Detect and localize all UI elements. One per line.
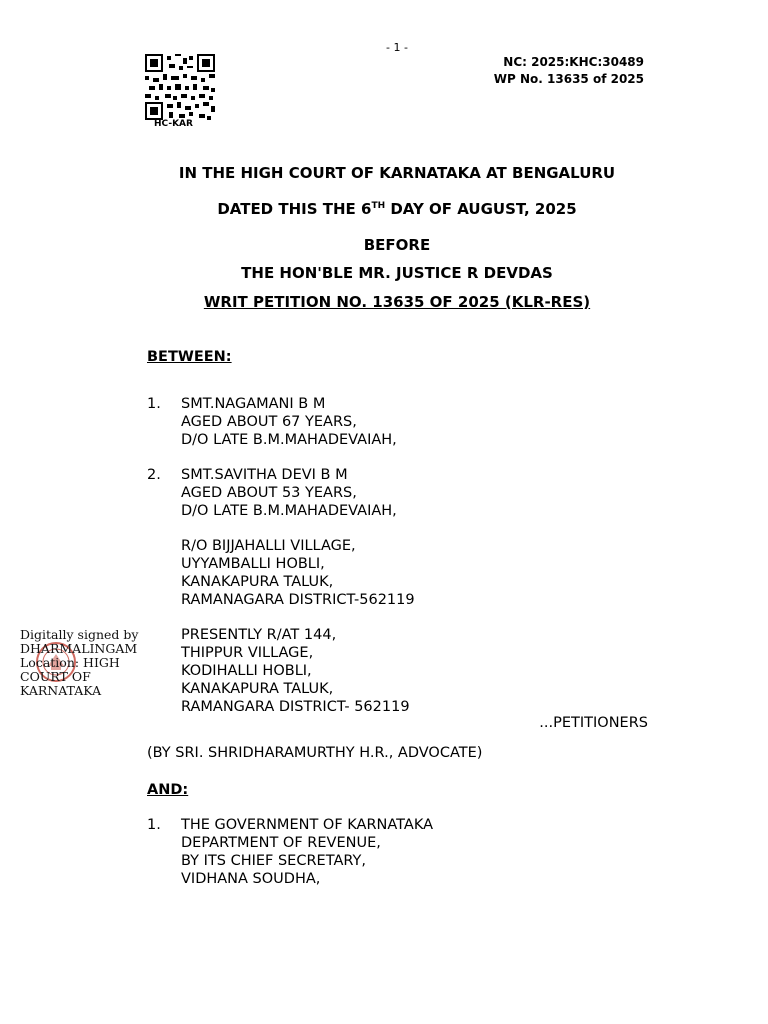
respondent-line: VIDHANA SOUDHA, [181, 871, 321, 887]
signature-line: Location: HIGH [20, 655, 120, 670]
signature-line: DHARMALINGAM [20, 641, 138, 656]
signature-line: COURT OF [20, 669, 91, 684]
court-title: IN THE HIGH COURT OF KARNATAKA AT BENGALURU [178, 164, 616, 182]
date-line [0, 200, 768, 218]
respondent-line: BY ITS CHIEF SECRETARY, [181, 853, 366, 869]
respondent-line: THE GOVERNMENT OF KARNATAKA [181, 817, 433, 833]
advocate-line: (BY SRI. SHRIDHARAMURTHY H.R., ADVOCATE) [147, 745, 483, 761]
petitioner-line: AGED ABOUT 67 YEARS, [181, 414, 357, 430]
qr-code-icon [145, 54, 215, 120]
address-line: R/O BIJJAHALLI VILLAGE, [181, 538, 356, 554]
page-number: - 1 - [386, 41, 408, 54]
address-line: KANAKAPURA TALUK, [181, 681, 334, 697]
petitioner-1-details [181, 395, 397, 449]
case-reference: WP No. 13635 of 2025 [493, 72, 644, 86]
petitioner-line: D/O LATE B.M.MAHADEVAIAH, [181, 432, 397, 448]
signature-line: KARNATAKA [20, 683, 102, 698]
petitioners-label: ...PETITIONERS [539, 715, 648, 731]
qr-label: HC-KAR [154, 119, 193, 129]
respondent-1-number: 1. [147, 817, 161, 833]
and-label: AND: [147, 782, 189, 798]
petitioner-1-number: 1. [147, 396, 161, 412]
address-line: KODIHALLI HOBLI, [181, 663, 312, 679]
address-line: THIPPUR VILLAGE, [181, 645, 314, 661]
address-line: PRESENTLY R/AT 144, [181, 627, 337, 643]
before-heading: BEFORE [363, 236, 431, 254]
petitioner-2-number: 2. [147, 467, 161, 483]
between-label: BETWEEN: [147, 349, 232, 365]
respondent-1-details [181, 816, 433, 888]
address-line: UYYAMBALLI HOBLI, [181, 556, 325, 572]
respondent-line: DEPARTMENT OF REVENUE, [181, 835, 381, 851]
petitioner-2-details [181, 466, 397, 520]
address-line: RAMANGARA DISTRICT- 562119 [181, 699, 410, 715]
address-line: RAMANAGARA DISTRICT-562119 [181, 592, 415, 608]
petitioner-line: SMT.NAGAMANI B M [181, 396, 326, 412]
signature-line: Digitally signed by [20, 627, 139, 642]
date-ordinal-suffix: TH [371, 201, 386, 211]
petition-number: WRIT PETITION NO. 13635 OF 2025 (KLR-RES) [203, 293, 591, 311]
residence-address [181, 537, 415, 609]
date-suffix: DAY OF AUGUST, 2025 [385, 200, 577, 218]
petitioner-line: SMT.SAVITHA DEVI B M [181, 467, 348, 483]
petitioner-line: AGED ABOUT 53 YEARS, [181, 485, 357, 501]
date-prefix: DATED THIS THE 6 [217, 200, 372, 218]
address-line: KANAKAPURA TALUK, [181, 574, 334, 590]
present-address [181, 626, 410, 716]
digital-signature [20, 628, 138, 698]
citation-block [494, 54, 644, 88]
petitioner-line: D/O LATE B.M.MAHADEVAIAH, [181, 503, 397, 519]
neutral-citation: NC: 2025:KHC:30489 [503, 55, 644, 69]
judge-name: THE HON'BLE MR. JUSTICE R DEVDAS [241, 264, 553, 282]
